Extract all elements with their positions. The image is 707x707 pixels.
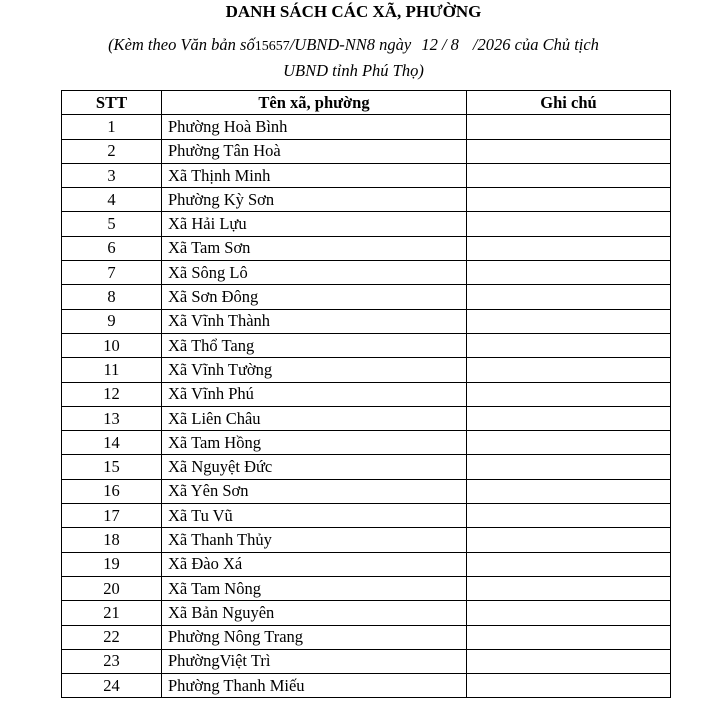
row-note <box>467 236 671 260</box>
row-name: Phường Hoà Bình <box>162 115 467 139</box>
table-row <box>62 285 671 309</box>
row-stt: 17 <box>62 504 162 528</box>
row-name: Xã Vĩnh Tường <box>162 358 467 382</box>
table-row <box>62 163 671 187</box>
row-stt: 22 <box>62 625 162 649</box>
header-name: Tên xã, phường <box>162 91 467 115</box>
header-stt: STT <box>62 91 162 115</box>
row-stt: 24 <box>62 674 162 698</box>
table-row <box>62 333 671 357</box>
header-note: Ghi chú <box>467 91 671 115</box>
row-note <box>467 479 671 503</box>
document-title: DANH SÁCH CÁC XÃ, PHƯỜNG <box>225 2 482 21</box>
row-note <box>467 115 671 139</box>
row-stt: 7 <box>62 261 162 285</box>
row-note <box>467 649 671 673</box>
table-row <box>62 649 671 673</box>
row-note <box>467 528 671 552</box>
table-row <box>62 576 671 600</box>
row-name: Xã Bản Nguyên <box>162 601 467 625</box>
table-row <box>62 115 671 139</box>
row-stt: 15 <box>62 455 162 479</box>
table-row <box>62 625 671 649</box>
table-row <box>62 479 671 503</box>
row-name: Phường Nông Trang <box>162 625 467 649</box>
doc-number: 15657 <box>254 39 290 54</box>
row-note <box>467 601 671 625</box>
row-stt: 4 <box>62 188 162 212</box>
row-stt: 20 <box>62 576 162 600</box>
row-stt: 21 <box>62 601 162 625</box>
row-note <box>467 504 671 528</box>
row-name: PhườngViệt Trì <box>162 649 467 673</box>
date-day: 12 <box>421 35 438 54</box>
table-row <box>62 139 671 163</box>
row-note <box>467 309 671 333</box>
row-note <box>467 552 671 576</box>
table-row <box>62 382 671 406</box>
table-body <box>62 115 671 698</box>
table-row <box>62 261 671 285</box>
row-note <box>467 406 671 430</box>
row-note <box>467 261 671 285</box>
row-stt: 6 <box>62 236 162 260</box>
subtitle-line-2: UBND tỉnh Phú Thọ) <box>283 61 424 80</box>
subtitle-prefix: (Kèm theo Văn bản số <box>108 35 255 54</box>
row-name: Xã Tam Nông <box>162 576 467 600</box>
row-stt: 18 <box>62 528 162 552</box>
subtitle-line-1 <box>0 33 707 59</box>
row-name: Xã Sơn Đông <box>162 285 467 309</box>
table-row <box>62 674 671 698</box>
row-name: Phường Thanh Miếu <box>162 674 467 698</box>
doc-code: /UBND-NN8 ngày <box>289 35 412 54</box>
row-name: Xã Yên Sơn <box>162 479 467 503</box>
table-row <box>62 358 671 382</box>
row-stt: 16 <box>62 479 162 503</box>
row-stt: 1 <box>62 115 162 139</box>
row-note <box>467 625 671 649</box>
table-row <box>62 431 671 455</box>
row-note <box>467 358 671 382</box>
row-note <box>467 382 671 406</box>
row-name: Xã Tam Sơn <box>162 236 467 260</box>
row-name: Xã Tu Vũ <box>162 504 467 528</box>
date-sep: / <box>441 35 447 54</box>
document-subtitle <box>0 33 707 83</box>
table-row <box>62 309 671 333</box>
row-name: Xã Tam Hồng <box>162 431 467 455</box>
row-note <box>467 333 671 357</box>
table-row <box>62 601 671 625</box>
row-name: Xã Vĩnh Thành <box>162 309 467 333</box>
row-note <box>467 431 671 455</box>
row-stt: 14 <box>62 431 162 455</box>
date-month: 8 <box>450 35 459 54</box>
row-stt: 8 <box>62 285 162 309</box>
row-name: Xã Hải Lựu <box>162 212 467 236</box>
row-name: Phường Kỳ Sơn <box>162 188 467 212</box>
row-note <box>467 139 671 163</box>
row-stt: 13 <box>62 406 162 430</box>
table-row <box>62 406 671 430</box>
row-name: Xã Vĩnh Phú <box>162 382 467 406</box>
row-stt: 12 <box>62 382 162 406</box>
row-stt: 9 <box>62 309 162 333</box>
table-row <box>62 212 671 236</box>
table-row <box>62 504 671 528</box>
commune-table <box>61 90 671 698</box>
row-stt: 2 <box>62 139 162 163</box>
table-row <box>62 188 671 212</box>
row-note <box>467 285 671 309</box>
row-note <box>467 576 671 600</box>
row-stt: 3 <box>62 163 162 187</box>
row-note <box>467 212 671 236</box>
row-stt: 5 <box>62 212 162 236</box>
row-note <box>467 188 671 212</box>
row-note <box>467 674 671 698</box>
row-name: Xã Nguyệt Đức <box>162 455 467 479</box>
row-name: Phường Tân Hoà <box>162 139 467 163</box>
row-stt: 19 <box>62 552 162 576</box>
row-stt: 11 <box>62 358 162 382</box>
row-name: Xã Đào Xá <box>162 552 467 576</box>
row-stt: 23 <box>62 649 162 673</box>
row-stt: 10 <box>62 333 162 357</box>
table-row <box>62 528 671 552</box>
row-name: Xã Liên Châu <box>162 406 467 430</box>
table-header-row <box>62 91 671 115</box>
row-name: Xã Thổ Tang <box>162 333 467 357</box>
row-name: Xã Thịnh Minh <box>162 163 467 187</box>
table-row <box>62 455 671 479</box>
row-note <box>467 163 671 187</box>
table-row <box>62 552 671 576</box>
table-row <box>62 236 671 260</box>
row-name: Xã Thanh Thủy <box>162 528 467 552</box>
subtitle-suffix: /2026 của Chủ tịch <box>472 35 599 54</box>
row-name: Xã Sông Lô <box>162 261 467 285</box>
row-note <box>467 455 671 479</box>
